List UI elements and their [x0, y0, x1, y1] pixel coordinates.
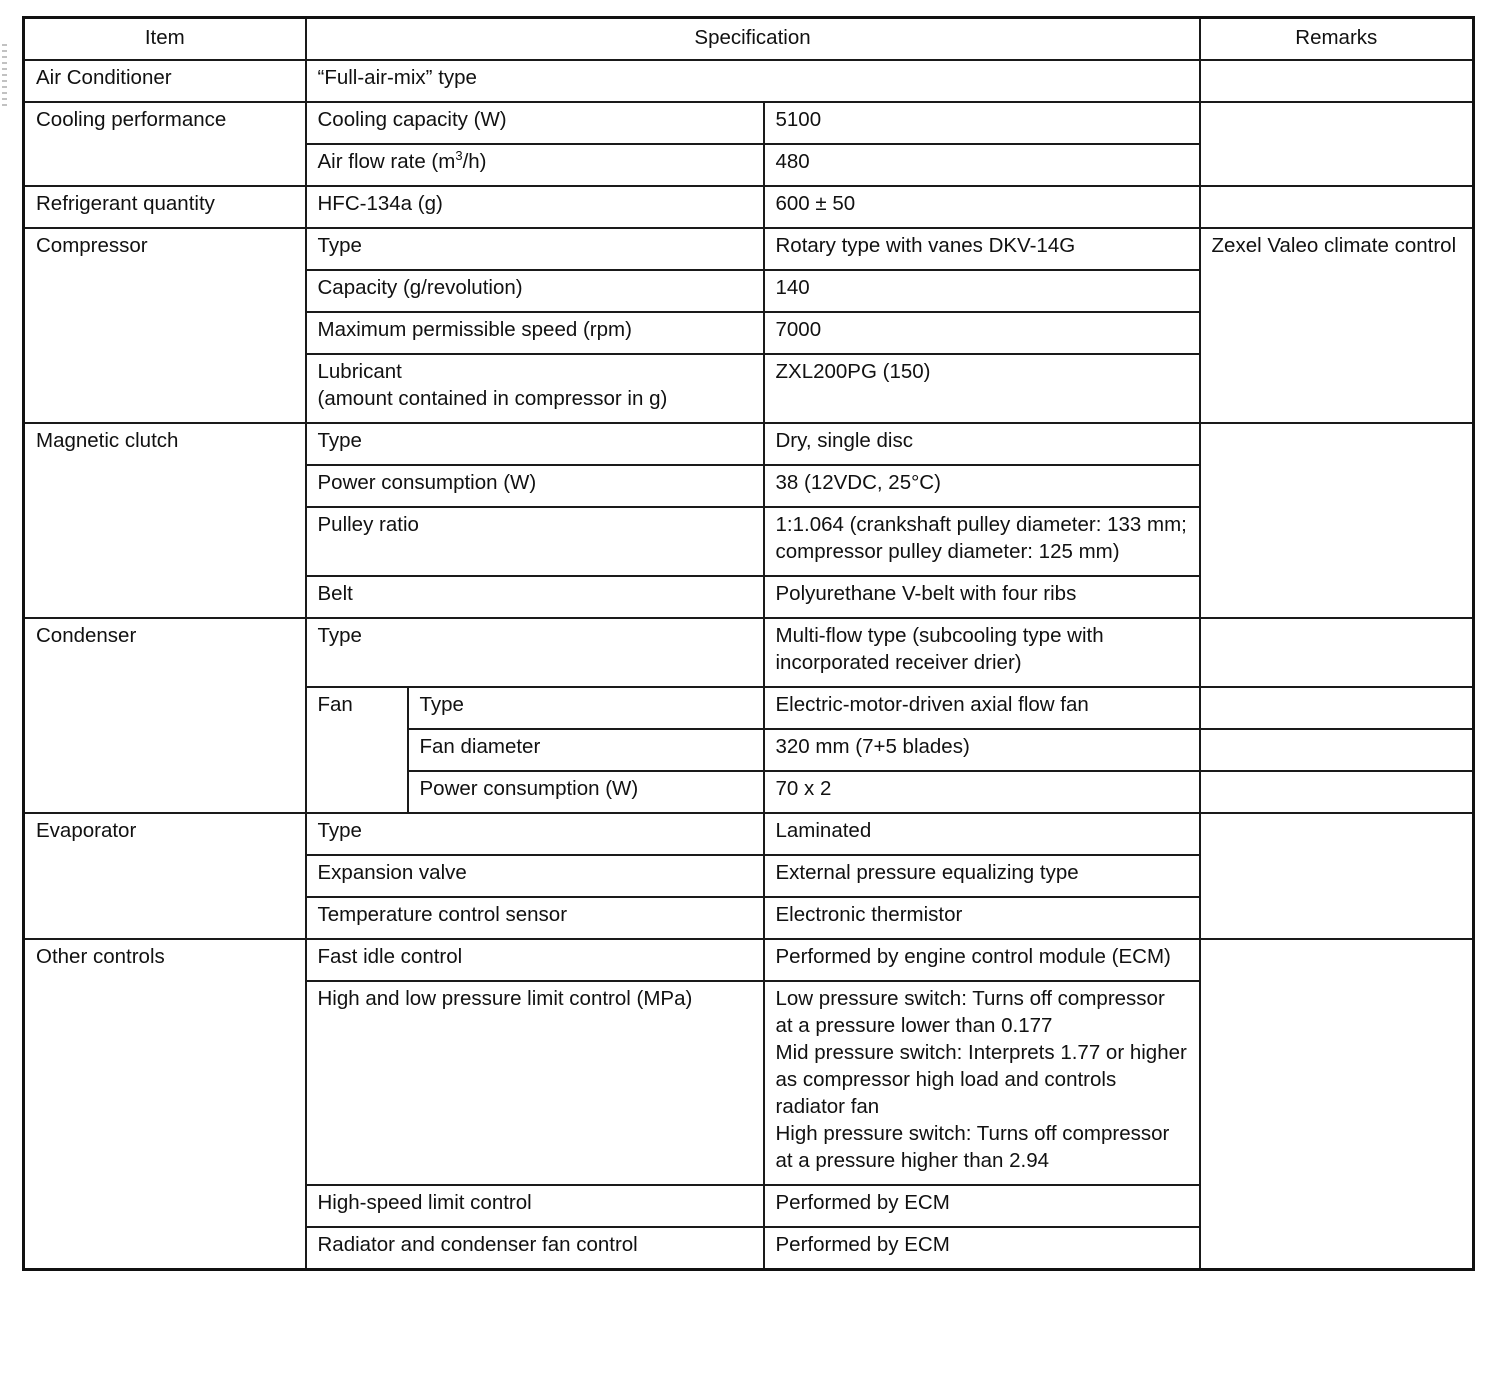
item-cell: Other controls	[24, 939, 306, 1270]
airflow-label-text: Air flow rate (m	[317, 150, 456, 173]
mid-pressure-text: Mid pressure switch: Interprets 1.77 or higher as compressor high load and controls radiator fan	[775, 1041, 1187, 1118]
spec-label: Type	[306, 813, 764, 855]
air-conditioner-spec-table	[22, 16, 1475, 1271]
item-cell: Condenser	[24, 618, 306, 813]
table-row	[24, 939, 1474, 981]
spec-value: 5100	[764, 102, 1200, 144]
spec-sublabel: Fan diameter	[408, 729, 764, 771]
spec-label: Radiator and condenser fan control	[306, 1227, 764, 1270]
spec-value: Performed by ECM	[764, 1185, 1200, 1227]
item-cell: Air Conditioner	[24, 60, 306, 102]
spec-value: 1:1.064 (crankshaft pulley diameter: 133 mm; compressor pulley diameter: 125 mm)	[764, 507, 1200, 576]
table-row	[24, 813, 1474, 855]
spec-label: Type	[306, 618, 764, 687]
spec-label: Expansion valve	[306, 855, 764, 897]
item-cell: Cooling performance	[24, 102, 306, 186]
spec-value: Performed by engine control module (ECM)	[764, 939, 1200, 981]
remarks-cell	[1200, 771, 1474, 813]
spec-value: Performed by ECM	[764, 1227, 1200, 1270]
spec-label: Cooling capacity (W)	[306, 102, 764, 144]
spec-value: Multi-flow type (subcooling type with incorporated receiver drier)	[764, 618, 1200, 687]
spec-value: Laminated	[764, 813, 1200, 855]
remarks-cell	[1200, 186, 1474, 228]
spec-sublabel: Power consumption (W)	[408, 771, 764, 813]
spec-value: 140	[764, 270, 1200, 312]
spec-value: Electronic thermistor	[764, 897, 1200, 939]
spec-label: High and low pressure limit control (MPa)	[306, 981, 764, 1185]
header-specification: Specification	[306, 18, 1200, 61]
spec-label: HFC-134a (g)	[306, 186, 764, 228]
spec-value: External pressure equalizing type	[764, 855, 1200, 897]
header-row	[24, 18, 1474, 61]
table-row	[24, 102, 1474, 144]
remarks-cell	[1200, 60, 1474, 102]
header-item: Item	[24, 18, 306, 61]
lubricant-label: Lubricant	[317, 360, 402, 383]
remarks-cell	[1200, 813, 1474, 939]
spec-label: Fan	[306, 687, 408, 813]
spec-label	[306, 144, 764, 186]
spec-value: 7000	[764, 312, 1200, 354]
spec-value: Electric-motor-driven axial flow fan	[764, 687, 1200, 729]
remarks-cell	[1200, 102, 1474, 186]
spec-value: 320 mm (7+5 blades)	[764, 729, 1200, 771]
airflow-label-unit: /h)	[462, 150, 487, 173]
lubricant-sublabel: (amount contained in compressor in g)	[317, 387, 668, 410]
spec-value: 70 x 2	[764, 771, 1200, 813]
header-remarks: Remarks	[1200, 18, 1474, 61]
item-cell: Compressor	[24, 228, 306, 423]
low-pressure-text: Low pressure switch: Turns off compressor at a pressure lower than 0.177	[775, 987, 1165, 1037]
table-row	[24, 60, 1474, 102]
remarks-cell: Zexel Valeo climate control	[1200, 228, 1474, 423]
table-row	[24, 228, 1474, 270]
spec-label: Power consumption (W)	[306, 465, 764, 507]
spec-label: Belt	[306, 576, 764, 618]
spec-value: 600 ± 50	[764, 186, 1200, 228]
spec-label: Temperature control sensor	[306, 897, 764, 939]
table-row	[24, 186, 1474, 228]
airflow-superscript: 3	[455, 148, 463, 164]
table-row	[24, 618, 1474, 687]
spec-cell: “Full-air-mix” type	[306, 60, 1200, 102]
remarks-cell	[1200, 618, 1474, 687]
spec-label: Pulley ratio	[306, 507, 764, 576]
spec-label: Fast idle control	[306, 939, 764, 981]
remarks-cell	[1200, 939, 1474, 1270]
spec-label: Maximum permissible speed (rpm)	[306, 312, 764, 354]
spec-label: Type	[306, 228, 764, 270]
spec-value: 480	[764, 144, 1200, 186]
spec-value: ZXL200PG (150)	[764, 354, 1200, 423]
spec-value	[764, 981, 1200, 1185]
high-pressure-text: High pressure switch: Turns off compressor at a pressure higher than 2.94	[775, 1122, 1170, 1172]
spec-label: Capacity (g/revolution)	[306, 270, 764, 312]
item-cell: Magnetic clutch	[24, 423, 306, 618]
spec-sublabel: Type	[408, 687, 764, 729]
table-row	[24, 423, 1474, 465]
spec-label: High-speed limit control	[306, 1185, 764, 1227]
spec-value: Rotary type with vanes DKV-14G	[764, 228, 1200, 270]
spec-value: Dry, single disc	[764, 423, 1200, 465]
spec-value: 38 (12VDC, 25°C)	[764, 465, 1200, 507]
spec-label: Type	[306, 423, 764, 465]
spec-label	[306, 354, 764, 423]
item-cell: Refrigerant quantity	[24, 186, 306, 228]
spec-table-container	[22, 16, 1472, 1271]
remarks-cell	[1200, 729, 1474, 771]
scan-margin-marks	[2, 44, 7, 106]
spec-value: Polyurethane V-belt with four ribs	[764, 576, 1200, 618]
item-cell: Evaporator	[24, 813, 306, 939]
remarks-cell	[1200, 423, 1474, 618]
remarks-cell	[1200, 687, 1474, 729]
